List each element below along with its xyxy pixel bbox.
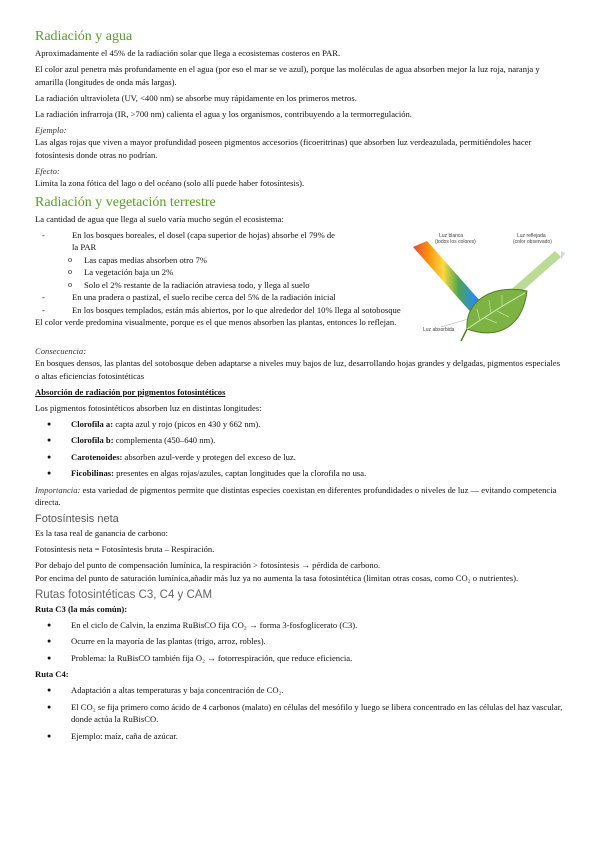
label-reflected-light: Luz reflejada: [517, 232, 546, 239]
list-item: ● Carotenoides: absorben azul-verde y protegen del exceso de luz.: [47, 451, 565, 464]
c4-list: [35, 684, 565, 742]
paragraph: Importancia: esta variedad de pigmentos permite que distintas especies coexistan en diferentes profundidades o niveles de luz — evitando competencia directa.: [35, 484, 557, 507]
list-item: o Solo el 2% restante de la radiación atraviesa todo, y llega al suelo: [68, 279, 334, 292]
label-absorbed-light: Luz absorbida: [423, 326, 455, 333]
paragraph: Limita la zona fótica del lago o del océano (solo allí puede haber fotosíntesis).: [35, 178, 305, 188]
paragraph: El color azul penetra más profundamente en el agua (por eso el mar se ve azul), porque las moléculas de agua absorben mejor la luz roja, naranja y amarilla (longitudes de onda más largas).: [35, 64, 540, 87]
paragraph: Por debajo del punto de compensación lumínica, la respiración > fotosíntesis → pérdida de carbono.: [35, 560, 381, 570]
effect-label: Efecto:: [35, 165, 60, 176]
list-item: o Las capas medias absorben otro 7%: [68, 254, 368, 267]
paragraph: La radiación ultravioleta (UV, <400 nm) se absorbe muy rápidamente en los primeros metros.: [35, 92, 357, 103]
label-white-light-sub: (todos los colores): [435, 238, 476, 245]
list-item: ● Ficobilinas: presentes en algas rojas/azules, captan longitudes que la clorofila no usa.: [47, 467, 565, 480]
list-item: ● En el ciclo de Calvin, la enzima RuBisCO fija CO₂ → forma 3-fosfoglicerato (C3).: [47, 619, 565, 632]
heading-rutas-fotosinteticas: Rutas fotosintéticas C3, C4 y CAM: [35, 588, 213, 601]
list-item: ● Ocurre en la mayoría de las plantas (trigo, arroz, robles).: [47, 635, 565, 648]
list-item: o La vegetación baja un 2%: [68, 266, 368, 279]
list-item: ● Adaptación a altas temperaturas y baja concentración de CO₂.: [47, 684, 565, 697]
paragraph: La radiación infrarroja (IR, >700 nm) calienta el agua y los organismos, contribuyendo a la termorregulación.: [35, 108, 412, 119]
paragraph: Por encima del punto de saturación lumínica,añadir más luz ya no aumenta la tasa fotosintética (limitan otras cosas, como CO₂ o nutrientes).: [35, 572, 519, 583]
list-item: ● Ejemplo: maíz, caña de azúcar.: [47, 730, 565, 743]
heading-fotosintesis-neta: Fotosíntesis neta: [35, 513, 119, 525]
paragraph: Aproximadamente el 45% de la radiación solar que llega a ecosistemas costeros en PAR.: [35, 48, 341, 58]
label-white-light: Luz blanca: [439, 232, 464, 239]
c3-list: [35, 619, 565, 665]
c3-label: Ruta C3 (la más común):: [35, 603, 128, 614]
paragraph: Las algas rojas que viven a mayor profundidad poseen pigmentos accesorios (ficoeritrinas) que absorben luz verdeazulada, permitiéndoles hacer fotosíntesis donde otras no podrían.: [35, 137, 532, 160]
label-reflected-light-sub: (color observado): [513, 238, 552, 245]
paragraph: Es la tasa real de ganancia de carbono:: [35, 528, 168, 538]
paragraph: Los pigmentos fotosintéticos absorben luz en distintas longitudes:: [35, 402, 262, 413]
list-item: ● Clorofila b: complementa (450–640 nm).: [47, 434, 565, 447]
c4-label: Ruta C4:: [35, 669, 69, 679]
list-item: - En los bosques boreales, el dosel (capa superior de hojas) absorbe el 79% de la PAR: [42, 229, 342, 254]
list-item: - En los bosques templados, están más abiertos, por lo que alrededor del 10% llega al sotobosque: [42, 304, 565, 317]
list-item: ● Clorofila a: capta azul y rojo (picos en 430 y 662 nm).: [47, 418, 565, 431]
paragraph: El color verde predomina visualmente, porque es el que menos absorben las plantas, entonces lo reflejan.: [35, 317, 397, 327]
example-label: Ejemplo:: [35, 124, 67, 135]
list-item: ● Problema: la RuBisCO también fija O₂ → fotorrespiración, que reduce eficiencia.: [47, 652, 565, 665]
leaf-light-figure: [405, 229, 565, 359]
document-page: [35, 28, 565, 746]
paragraph: En bosques densos, las plantas del sotobosque deben adaptarse a niveles muy bajos de luz, desarrollando hojas grandes y delgadas, pigmentos especiales o altas eficiencias fotosintéticas: [35, 358, 561, 381]
heading-radiacion-vegetacion: Radiación y vegetación terrestre: [35, 194, 216, 210]
vegetation-sublist: [35, 254, 368, 292]
consequence-label: Consecuencia:: [35, 345, 87, 356]
list-item: ● El CO₂ se fija primero como ácido de 4 carbonos (malato) en células del mesófilo y luego se libera concentrado en las células del haz vascular, donde actúa la RuBisCO.: [47, 701, 565, 726]
pigment-list: [35, 418, 565, 480]
paragraph: La cantidad de agua que llega al suelo varía mucho según el ecosistema:: [35, 213, 284, 224]
list-item: - En una pradera o pastizal, el suelo recibe cerca del 5% de la radiación inicial: [42, 291, 342, 304]
heading-radiacion-agua: Radiación y agua: [35, 29, 133, 44]
heading-absorcion-pigmentos: Absorción de radiación por pigmentos fotosintéticos: [35, 386, 226, 397]
paragraph: Fotosíntesis neta = Fotosíntesis bruta – Respiración.: [35, 544, 215, 554]
